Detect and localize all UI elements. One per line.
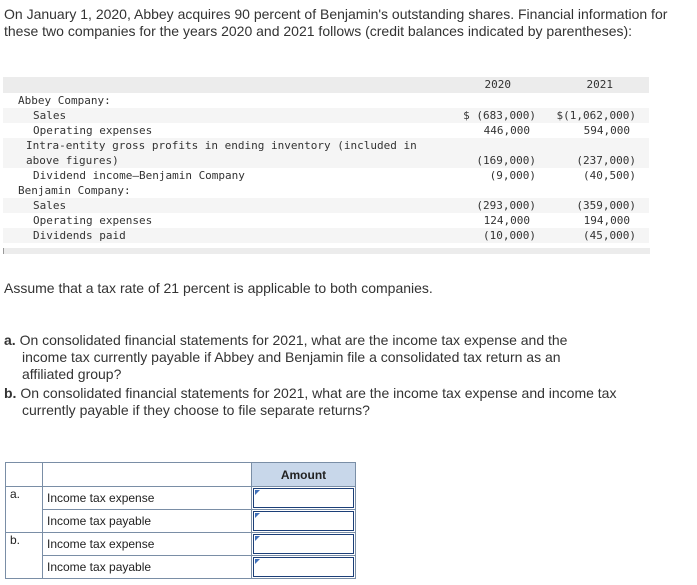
table-header-band xyxy=(3,77,649,93)
b-income-tax-expense-input[interactable] xyxy=(253,534,354,554)
benjamin-heading: Benjamin Company: xyxy=(18,184,131,197)
question-b xyxy=(4,385,694,419)
amount-cell xyxy=(252,487,356,510)
amount-cell xyxy=(252,556,356,579)
abbey-sales-2020: $ (683,000) xyxy=(463,109,536,122)
intra-entity-2020: (169,000) xyxy=(476,154,536,167)
benjamin-dividends-label: Dividends paid xyxy=(33,229,126,242)
a-income-tax-expense-input[interactable] xyxy=(253,488,354,508)
question-b-text-1: On consolidated financial statements for 2021, what are the income tax expense and income tax xyxy=(20,385,617,401)
benjamin-sales-label: Sales xyxy=(33,199,67,212)
abbey-opex-2021: 594,000 xyxy=(583,124,630,137)
benjamin-sales-2021: (359,000) xyxy=(576,199,636,212)
dividend-income-2020: (9,000) xyxy=(489,169,536,182)
answer-row-label: Income tax payable xyxy=(43,510,252,533)
part-a-tag: a. xyxy=(6,487,43,533)
benjamin-opex-label: Operating expenses xyxy=(33,214,153,227)
amount-cell xyxy=(252,533,356,556)
col-header-2020: 2020 xyxy=(484,78,511,91)
dividend-income-label: Dividend income—Benjamin Company xyxy=(33,169,245,182)
intra-entity-label-2: above figures) xyxy=(26,154,119,167)
input-marker-icon xyxy=(255,559,260,564)
intra-entity-label-1: Intra-entity gross profits in ending inventory (included in xyxy=(26,139,417,152)
dividend-income-2021: (40,500) xyxy=(583,169,636,182)
header-blank-cell xyxy=(43,463,252,487)
abbey-sales-2021: $(1,062,000) xyxy=(556,109,636,122)
a-income-tax-payable-input[interactable] xyxy=(253,511,354,531)
answer-row xyxy=(6,510,356,533)
answer-row-label: Income tax expense xyxy=(43,487,252,510)
answer-row-label: Income tax expense xyxy=(43,533,252,556)
intro-paragraph: On January 1, 2020, Abbey acquires 90 percent of Benjamin's outstanding shares. Financial information for these two companies for the years 2020 and 2021 follows (credit balances indicated by parentheses): xyxy=(4,6,668,39)
benjamin-opex-2020: 124,000 xyxy=(483,214,530,227)
benjamin-sales-2020: (293,000) xyxy=(476,199,536,212)
abbey-sales-label: Sales xyxy=(33,109,67,122)
abbey-heading: Abbey Company: xyxy=(18,94,111,107)
col-header-2021: 2021 xyxy=(586,78,613,91)
intra-entity-2021: (237,000) xyxy=(576,154,636,167)
answer-row-label: Income tax payable xyxy=(43,556,252,579)
answer-header-row xyxy=(6,463,356,487)
benjamin-dividends-2021: (45,000) xyxy=(583,229,636,242)
answer-row xyxy=(6,487,356,510)
header-blank-cell xyxy=(6,463,43,487)
question-a-text-1: On consolidated financial statements for 2021, what are the income tax expense and the xyxy=(19,332,568,348)
part-b-tag: b. xyxy=(6,533,43,579)
abbey-opex-2020: 446,000 xyxy=(483,124,530,137)
abbey-opex-label: Operating expenses xyxy=(33,124,153,137)
assumption-text: Assume that a tax rate of 21 percent is applicable to both companies. xyxy=(4,280,433,296)
answer-row xyxy=(6,556,356,579)
benjamin-opex-2021: 194,000 xyxy=(583,214,630,227)
question-b-text-2: currently payable if they choose to file separate returns? xyxy=(22,402,370,418)
question-a-text-3: affiliated group? xyxy=(22,366,122,382)
benjamin-dividends-2020: (10,000) xyxy=(483,229,536,242)
question-b-label: b. xyxy=(4,385,17,401)
table-footer-band xyxy=(3,248,650,254)
input-marker-icon xyxy=(255,513,260,518)
question-a-label: a. xyxy=(4,332,16,348)
question-a xyxy=(4,332,694,383)
b-income-tax-payable-input[interactable] xyxy=(253,557,354,577)
amount-cell xyxy=(252,510,356,533)
amount-header: Amount xyxy=(252,463,356,487)
answer-row xyxy=(6,533,356,556)
question-a-text-2: income tax currently payable if Abbey and Benjamin file a consolidated tax return as an xyxy=(22,349,561,365)
financial-info-table xyxy=(3,75,649,255)
input-marker-icon xyxy=(255,536,260,541)
input-marker-icon xyxy=(255,490,260,495)
answer-table xyxy=(5,462,356,579)
